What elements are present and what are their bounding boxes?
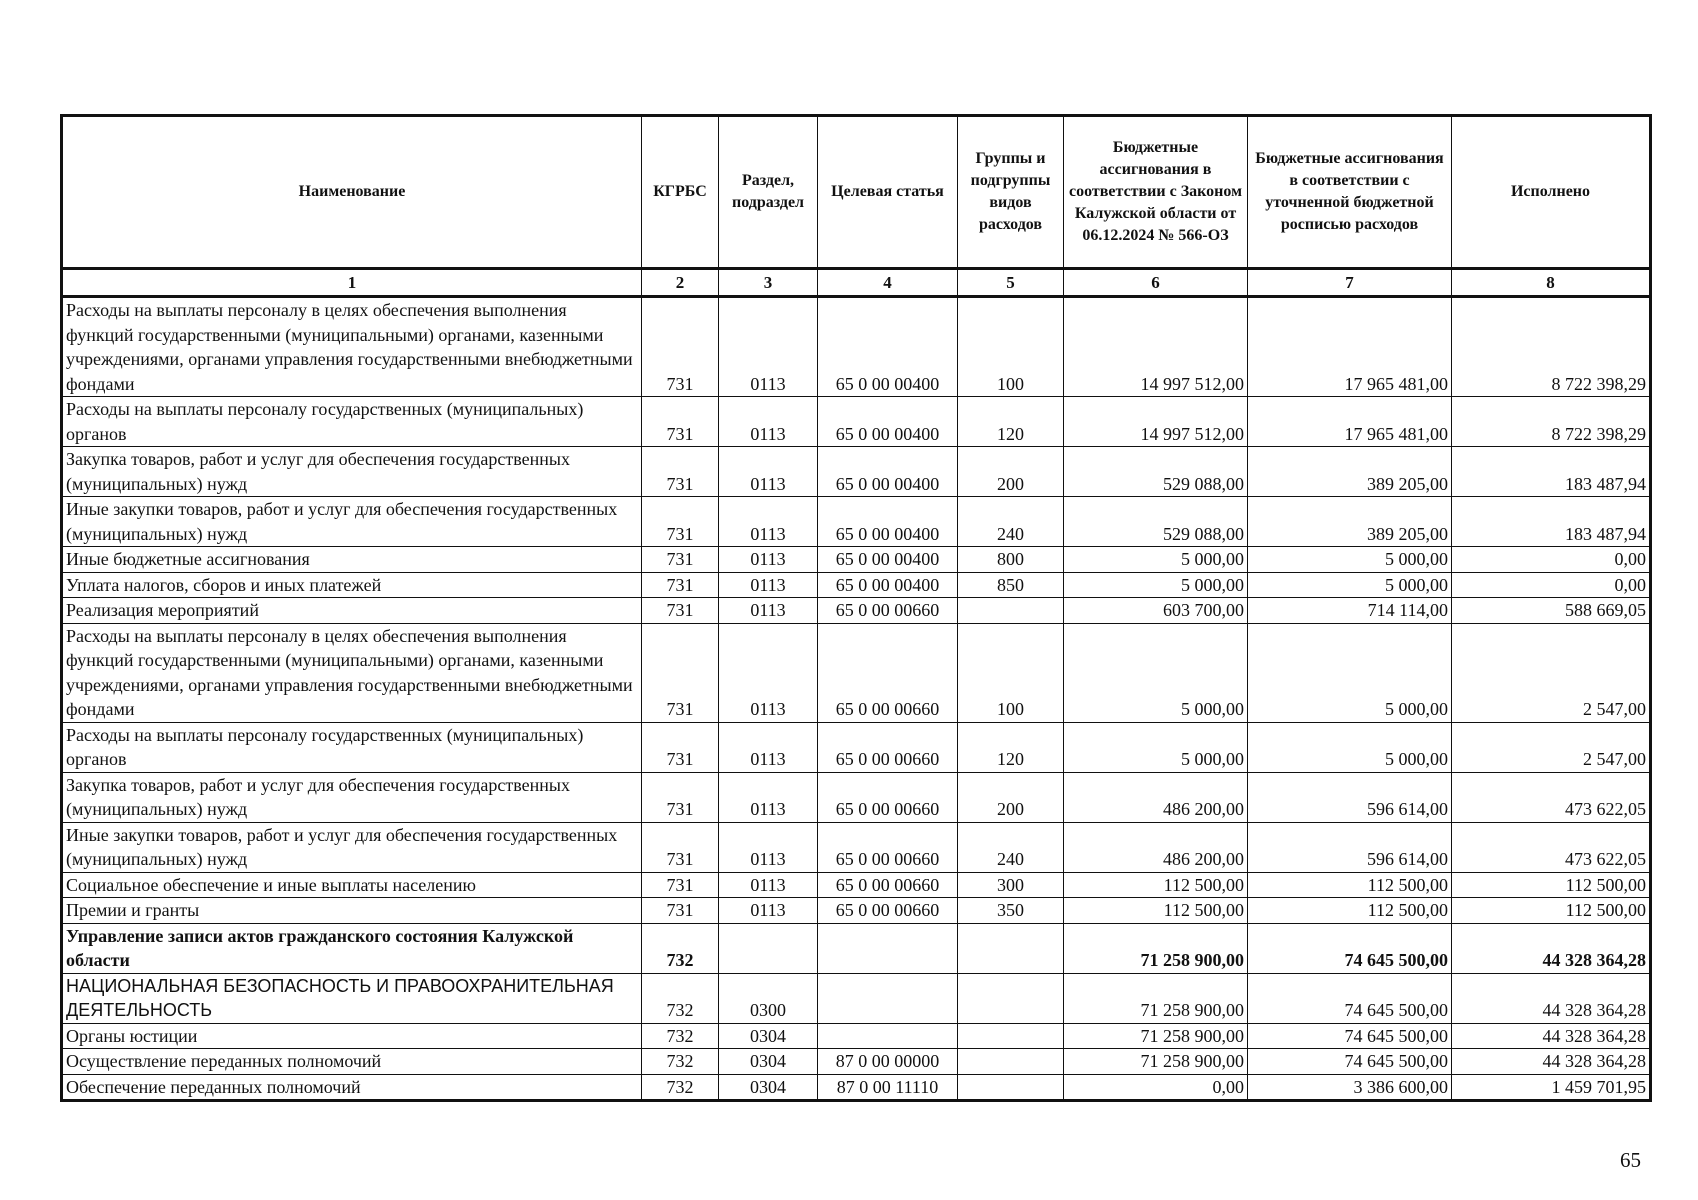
- cell-refined-amount: 5 000,00: [1248, 572, 1452, 598]
- cell-section: 0113: [719, 822, 818, 872]
- cell-target: 65 0 00 00400: [818, 497, 958, 547]
- cell-name: Уплата налогов, сборов и иных платежей: [62, 572, 642, 598]
- col-header-name: Наименование: [62, 116, 642, 269]
- col-number: 8: [1452, 269, 1651, 297]
- table-row-section: [62, 973, 1651, 1023]
- cell-kgrbs: 731: [642, 822, 719, 872]
- cell-section: 0113: [719, 397, 818, 447]
- table-row: [62, 722, 1651, 772]
- page-number: 65: [1620, 1148, 1641, 1172]
- cell-law-amount: 71 258 900,00: [1064, 1049, 1248, 1075]
- cell-group: 120: [958, 397, 1064, 447]
- cell-executed-amount: 0,00: [1452, 572, 1651, 598]
- cell-refined-amount: 5 000,00: [1248, 623, 1452, 722]
- cell-name: Обеспечение переданных полномочий: [62, 1074, 642, 1101]
- cell-target: 87 0 00 00000: [818, 1049, 958, 1075]
- cell-executed-amount: 44 328 364,28: [1452, 973, 1651, 1023]
- cell-section: [719, 923, 818, 973]
- column-number-row: [62, 269, 1651, 297]
- cell-name: Расходы на выплаты персоналу государственных (муниципальных) органов: [62, 397, 642, 447]
- cell-name: Закупка товаров, работ и услуг для обеспечения государственных (муниципальных) нужд: [62, 772, 642, 822]
- table-row: [62, 598, 1651, 624]
- cell-executed-amount: 8 722 398,29: [1452, 297, 1651, 397]
- cell-executed-amount: 8 722 398,29: [1452, 397, 1651, 447]
- cell-executed-amount: 473 622,05: [1452, 822, 1651, 872]
- cell-law-amount: 529 088,00: [1064, 447, 1248, 497]
- cell-executed-amount: 2 547,00: [1452, 722, 1651, 772]
- cell-kgrbs: 732: [642, 1074, 719, 1101]
- cell-refined-amount: 74 645 500,00: [1248, 923, 1452, 973]
- cell-refined-amount: 389 205,00: [1248, 447, 1452, 497]
- cell-group: 850: [958, 572, 1064, 598]
- col-header-refined: Бюджетные ассигнования в соответствии с уточненной бюджетной росписью расходов: [1248, 116, 1452, 269]
- table-row: [62, 1074, 1651, 1101]
- cell-law-amount: 5 000,00: [1064, 547, 1248, 573]
- table-row: [62, 1023, 1651, 1049]
- cell-group: [958, 1049, 1064, 1075]
- cell-target: 65 0 00 00660: [818, 872, 958, 898]
- cell-refined-amount: 74 645 500,00: [1248, 1049, 1452, 1075]
- cell-refined-amount: 74 645 500,00: [1248, 1023, 1452, 1049]
- cell-section: 0113: [719, 598, 818, 624]
- cell-name: Расходы на выплаты персоналу в целях обеспечения выполнения функций государственными (муниципальными) органами, казенными учреждениями, органами управления государственными внебюджетными фондами: [62, 623, 642, 722]
- cell-group: 120: [958, 722, 1064, 772]
- col-header-target: Целевая статья: [818, 116, 958, 269]
- table-row: [62, 1049, 1651, 1075]
- cell-refined-amount: 596 614,00: [1248, 822, 1452, 872]
- cell-group: 800: [958, 547, 1064, 573]
- table-row-department-total: [62, 923, 1651, 973]
- cell-refined-amount: 596 614,00: [1248, 772, 1452, 822]
- cell-executed-amount: 183 487,94: [1452, 447, 1651, 497]
- cell-section: 0113: [719, 722, 818, 772]
- cell-group: [958, 1074, 1064, 1101]
- table-row: [62, 572, 1651, 598]
- cell-section: 0113: [719, 872, 818, 898]
- cell-law-amount: 71 258 900,00: [1064, 923, 1248, 973]
- cell-name: Управление записи актов гражданского состояния Калужской области: [62, 923, 642, 973]
- cell-refined-amount: 3 386 600,00: [1248, 1074, 1452, 1101]
- col-header-kgrbs: КГРБС: [642, 116, 719, 269]
- cell-kgrbs: 732: [642, 1049, 719, 1075]
- cell-name: Осуществление переданных полномочий: [62, 1049, 642, 1075]
- budget-table: [60, 114, 1652, 1102]
- cell-kgrbs: 731: [642, 547, 719, 573]
- cell-name: Закупка товаров, работ и услуг для обеспечения государственных (муниципальных) нужд: [62, 447, 642, 497]
- cell-name: Расходы на выплаты персоналу государственных (муниципальных) органов: [62, 722, 642, 772]
- col-header-section: Раздел, подраздел: [719, 116, 818, 269]
- cell-refined-amount: 74 645 500,00: [1248, 973, 1452, 1023]
- cell-section: 0113: [719, 772, 818, 822]
- table-row: [62, 822, 1651, 872]
- cell-section: 0300: [719, 973, 818, 1023]
- cell-law-amount: 112 500,00: [1064, 898, 1248, 924]
- cell-target: [818, 1023, 958, 1049]
- cell-group: 240: [958, 497, 1064, 547]
- cell-kgrbs: 731: [642, 623, 719, 722]
- cell-kgrbs: 731: [642, 598, 719, 624]
- cell-law-amount: 71 258 900,00: [1064, 973, 1248, 1023]
- cell-section: 0304: [719, 1023, 818, 1049]
- table-row: [62, 547, 1651, 573]
- cell-name: Социальное обеспечение и иные выплаты населению: [62, 872, 642, 898]
- cell-law-amount: 5 000,00: [1064, 623, 1248, 722]
- cell-section: 0113: [719, 898, 818, 924]
- cell-target: 65 0 00 00660: [818, 822, 958, 872]
- cell-kgrbs: 732: [642, 973, 719, 1023]
- cell-name: Иные бюджетные ассигнования: [62, 547, 642, 573]
- table-row: [62, 447, 1651, 497]
- cell-refined-amount: 17 965 481,00: [1248, 297, 1452, 397]
- cell-kgrbs: 731: [642, 447, 719, 497]
- cell-name: Органы юстиции: [62, 1023, 642, 1049]
- cell-group: 100: [958, 623, 1064, 722]
- cell-target: 65 0 00 00400: [818, 297, 958, 397]
- cell-section: 0113: [719, 297, 818, 397]
- cell-target: 65 0 00 00400: [818, 397, 958, 447]
- cell-refined-amount: 389 205,00: [1248, 497, 1452, 547]
- table-row: [62, 772, 1651, 822]
- cell-executed-amount: 588 669,05: [1452, 598, 1651, 624]
- header-row: [62, 116, 1651, 269]
- col-header-executed: Исполнено: [1452, 116, 1651, 269]
- cell-executed-amount: 44 328 364,28: [1452, 923, 1651, 973]
- cell-group: 240: [958, 822, 1064, 872]
- cell-target: 65 0 00 00660: [818, 772, 958, 822]
- cell-kgrbs: 731: [642, 722, 719, 772]
- cell-refined-amount: 112 500,00: [1248, 872, 1452, 898]
- col-number: 6: [1064, 269, 1248, 297]
- cell-target: [818, 923, 958, 973]
- cell-name: Расходы на выплаты персоналу в целях обеспечения выполнения функций государственными (муниципальными) органами, казенными учреждениями, органами управления государственными внебюджетными фондами: [62, 297, 642, 397]
- col-number: 1: [62, 269, 642, 297]
- cell-executed-amount: 2 547,00: [1452, 623, 1651, 722]
- table-row: [62, 623, 1651, 722]
- cell-section: 0113: [719, 572, 818, 598]
- cell-section: 0113: [719, 447, 818, 497]
- cell-kgrbs: 731: [642, 898, 719, 924]
- cell-section: 0113: [719, 547, 818, 573]
- cell-group: [958, 1023, 1064, 1049]
- cell-group: [958, 973, 1064, 1023]
- cell-kgrbs: 732: [642, 923, 719, 973]
- cell-executed-amount: 44 328 364,28: [1452, 1023, 1651, 1049]
- cell-group: 350: [958, 898, 1064, 924]
- cell-executed-amount: 44 328 364,28: [1452, 1049, 1651, 1075]
- cell-law-amount: 529 088,00: [1064, 497, 1248, 547]
- cell-name: НАЦИОНАЛЬНАЯ БЕЗОПАСНОСТЬ И ПРАВООХРАНИТЕЛЬНАЯ ДЕЯТЕЛЬНОСТЬ: [62, 973, 642, 1023]
- table-row: [62, 397, 1651, 447]
- table-row: [62, 898, 1651, 924]
- table-row: [62, 872, 1651, 898]
- cell-refined-amount: 714 114,00: [1248, 598, 1452, 624]
- cell-name: Иные закупки товаров, работ и услуг для обеспечения государственных (муниципальных) нужд: [62, 822, 642, 872]
- cell-kgrbs: 732: [642, 1023, 719, 1049]
- cell-target: 65 0 00 00660: [818, 898, 958, 924]
- cell-law-amount: 0,00: [1064, 1074, 1248, 1101]
- cell-law-amount: 14 997 512,00: [1064, 297, 1248, 397]
- cell-kgrbs: 731: [642, 572, 719, 598]
- col-number: 2: [642, 269, 719, 297]
- cell-group: 200: [958, 447, 1064, 497]
- cell-law-amount: 603 700,00: [1064, 598, 1248, 624]
- cell-executed-amount: 112 500,00: [1452, 872, 1651, 898]
- cell-law-amount: 71 258 900,00: [1064, 1023, 1248, 1049]
- cell-kgrbs: 731: [642, 772, 719, 822]
- cell-refined-amount: 5 000,00: [1248, 547, 1452, 573]
- cell-executed-amount: 183 487,94: [1452, 497, 1651, 547]
- cell-refined-amount: 112 500,00: [1248, 898, 1452, 924]
- cell-target: 65 0 00 00400: [818, 447, 958, 497]
- cell-target: 65 0 00 00660: [818, 722, 958, 772]
- cell-group: 200: [958, 772, 1064, 822]
- cell-group: [958, 598, 1064, 624]
- col-number: 5: [958, 269, 1064, 297]
- cell-law-amount: 14 997 512,00: [1064, 397, 1248, 447]
- col-header-group: Группы и подгруппы видов расходов: [958, 116, 1064, 269]
- cell-refined-amount: 17 965 481,00: [1248, 397, 1452, 447]
- cell-target: 65 0 00 00400: [818, 572, 958, 598]
- cell-kgrbs: 731: [642, 872, 719, 898]
- cell-refined-amount: 5 000,00: [1248, 722, 1452, 772]
- cell-target: 65 0 00 00400: [818, 547, 958, 573]
- cell-name: Реализация мероприятий: [62, 598, 642, 624]
- cell-law-amount: 112 500,00: [1064, 872, 1248, 898]
- cell-target: 65 0 00 00660: [818, 623, 958, 722]
- cell-executed-amount: 112 500,00: [1452, 898, 1651, 924]
- table-row: [62, 297, 1651, 397]
- col-number: 4: [818, 269, 958, 297]
- col-header-law: Бюджетные ассигнования в соответствии с Законом Калужской области от 06.12.2024 № 566-ОЗ: [1064, 116, 1248, 269]
- cell-target: 65 0 00 00660: [818, 598, 958, 624]
- col-number: 7: [1248, 269, 1452, 297]
- cell-group: 100: [958, 297, 1064, 397]
- cell-section: 0113: [719, 497, 818, 547]
- cell-section: 0113: [719, 623, 818, 722]
- col-number: 3: [719, 269, 818, 297]
- cell-target: [818, 973, 958, 1023]
- cell-name: Иные закупки товаров, работ и услуг для обеспечения государственных (муниципальных) нужд: [62, 497, 642, 547]
- cell-law-amount: 486 200,00: [1064, 772, 1248, 822]
- cell-group: [958, 923, 1064, 973]
- cell-law-amount: 486 200,00: [1064, 822, 1248, 872]
- cell-target: 87 0 00 11110: [818, 1074, 958, 1101]
- cell-law-amount: 5 000,00: [1064, 572, 1248, 598]
- cell-group: 300: [958, 872, 1064, 898]
- table-row: [62, 497, 1651, 547]
- cell-executed-amount: 0,00: [1452, 547, 1651, 573]
- cell-section: 0304: [719, 1049, 818, 1075]
- cell-law-amount: 5 000,00: [1064, 722, 1248, 772]
- cell-kgrbs: 731: [642, 497, 719, 547]
- cell-name: Премии и гранты: [62, 898, 642, 924]
- cell-executed-amount: 473 622,05: [1452, 772, 1651, 822]
- budget-document: [60, 114, 1649, 1102]
- cell-executed-amount: 1 459 701,95: [1452, 1074, 1651, 1101]
- cell-section: 0304: [719, 1074, 818, 1101]
- cell-kgrbs: 731: [642, 397, 719, 447]
- cell-kgrbs: 731: [642, 297, 719, 397]
